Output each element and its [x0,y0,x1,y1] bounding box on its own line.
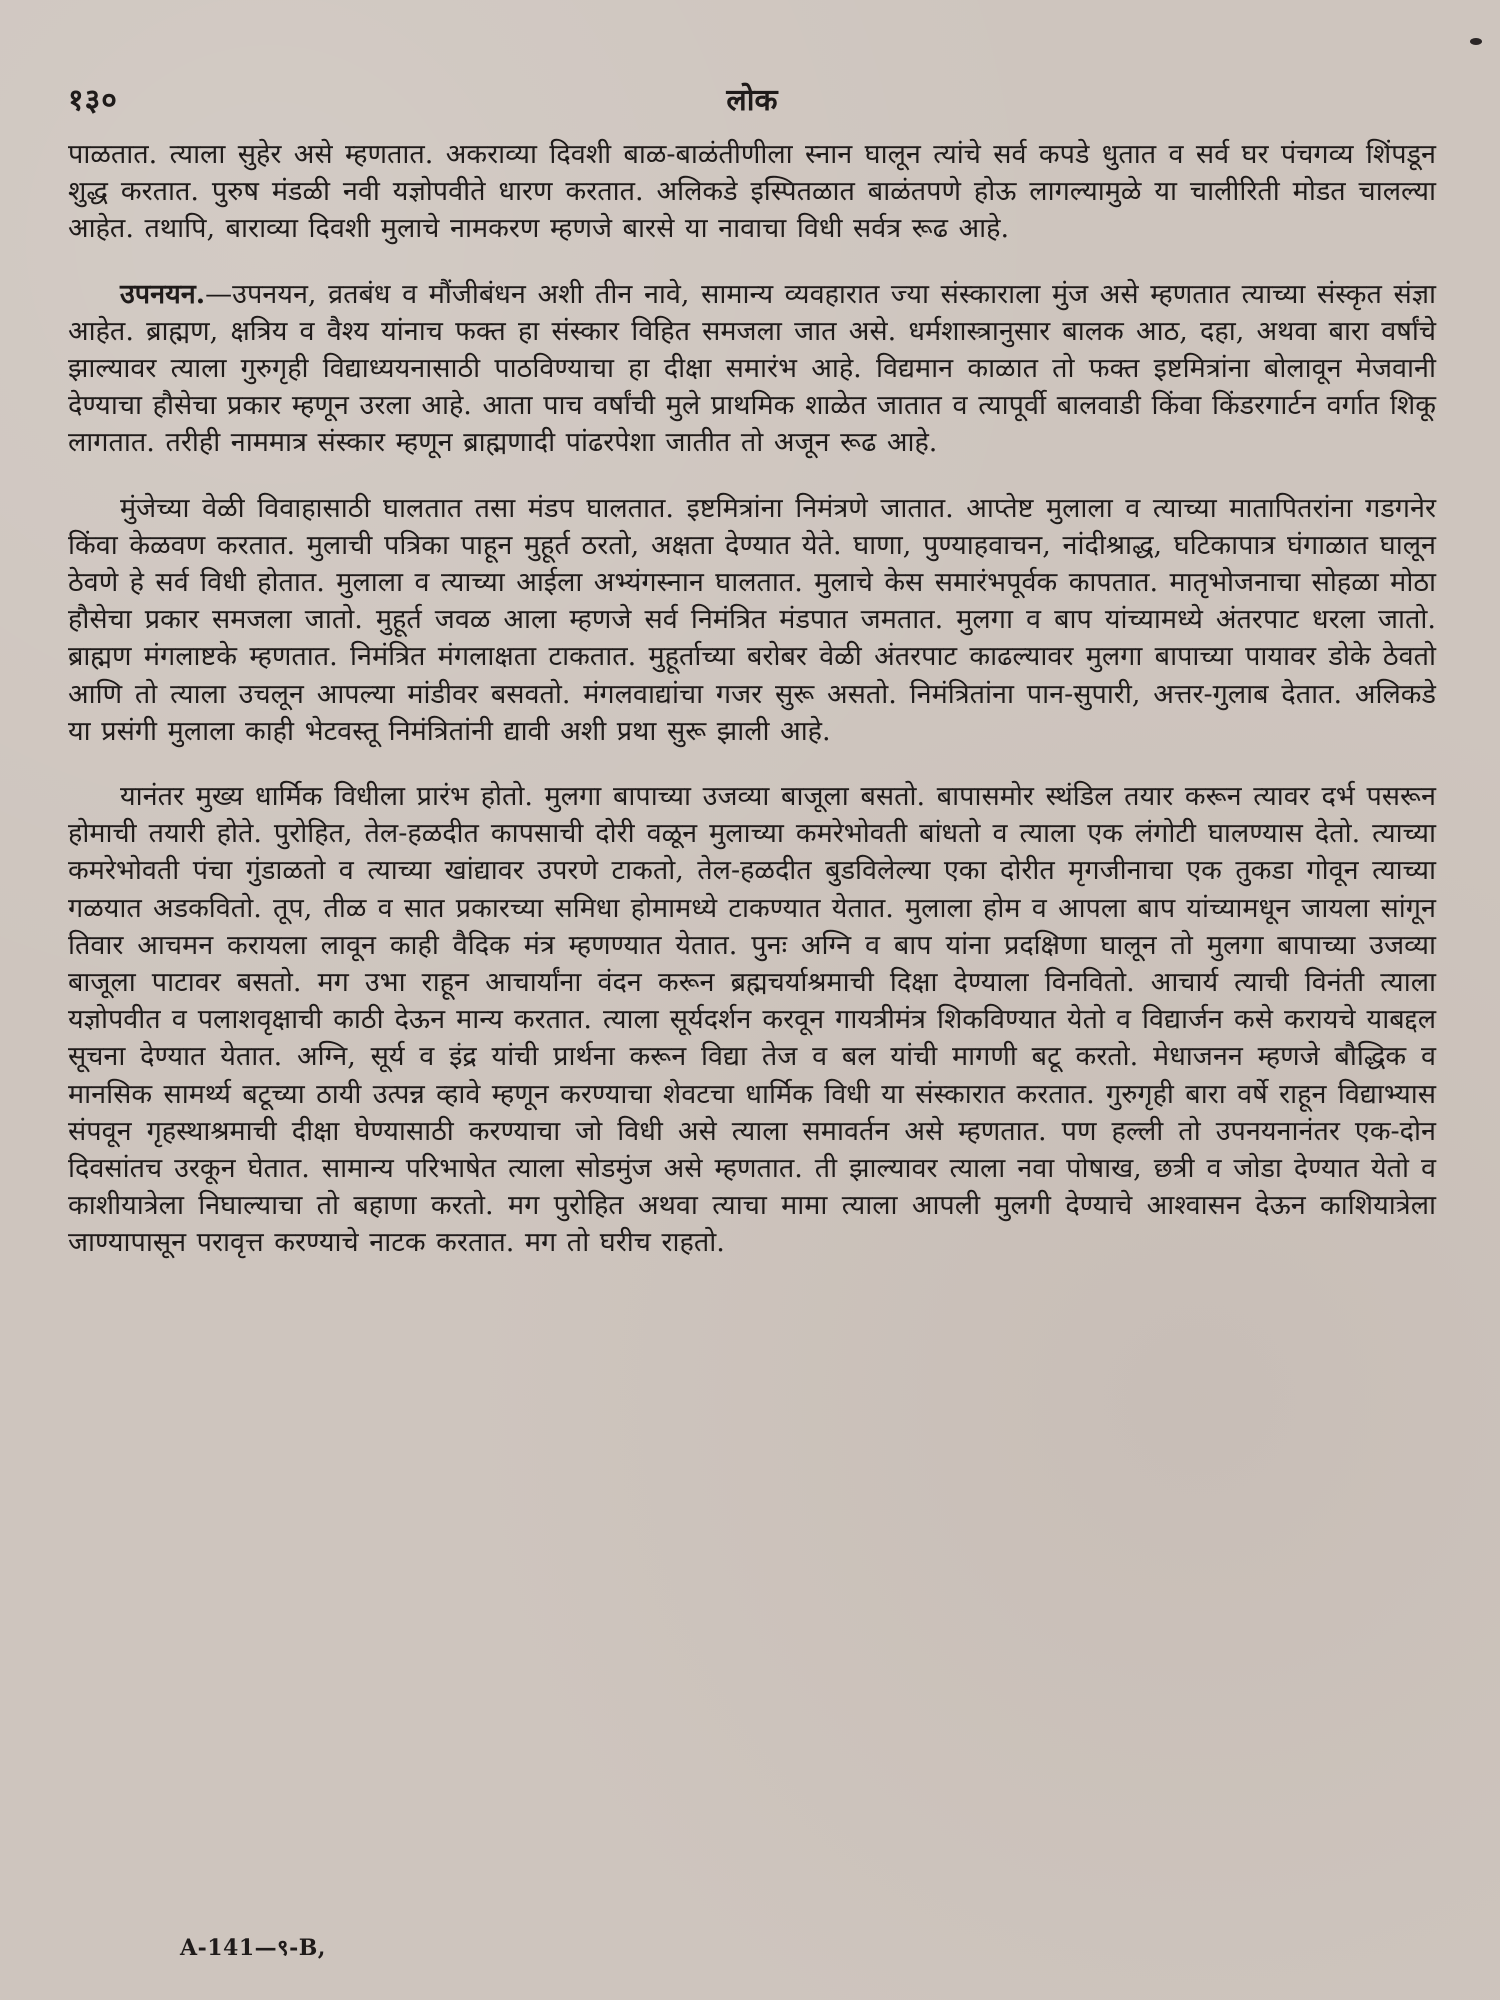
paragraph-upanayan [68,276,1436,462]
page-number: १३० [68,83,118,118]
section-term: उपनयन. [120,278,206,310]
edge-ink-mark [1470,38,1482,45]
paragraph-upanayan-text: —उपनयन, व्रतबंध व मौंजीबंधन अशी तीन नावे, सामान्य व्यवहारात ज्या संस्काराला मुंज असे म्हणतात त्याच्या संस्कृत संज्ञा आहेत. ब्राह्मण, क्षत्रिय व वैश्य यांनाच फक्त हा संस्कार विहित समजला जात असे. धर्मशास्त्रानुसार बालक आठ, दहा, अथवा बारा वर्षांचे झाल्यावर त्याला गुरुगृही विद्याध्ययनासाठी पाठविण्याचा हा दीक्षा समारंभ आहे. विद्यमान काळात तो फक्त इष्टमित्रांना बोलावून मेजवानी देण्याचा हौसेचा प्रकार म्हणून उरला आहे. आता पाच वर्षांची मुले प्राथमिक शाळेत जातात व त्यापूर्वी बालवाडी किंवा किंडरगार्टन वर्गात शिकू लागतात. तरीही नाममात्र संस्कार म्हणून ब्राह्मणादी पांढरपेशा जातीत तो अजून रूढ आहे. [68,278,1436,459]
footer-code: A-141—९-B, [180,1935,326,1961]
paragraph-1: पाळतात. त्याला सुहेर असे म्हणतात. अकराव्या दिवशी बाळ-बाळंतीणीला स्नान घालून त्यांचे सर्व कपडे धुतात व सर्व घर पंचगव्य शिंपडून शुद्ध करतात. पुरुष मंडळी नवी यज्ञोपवीते धारण करतात. अलिकडे इस्पितळात बाळंतपणे होऊ लागल्यामुळे या चालीरिती मोडत चालल्या आहेत. तथापि, बाराव्या दिवशी मुलाचे नामकरण म्हणजे बारसे या नावाचा विधी सर्वत्र रूढ आहे. [68,139,1436,245]
running-title: लोक [726,83,778,118]
page-header [68,78,1436,122]
paragraph-religious-rite: यानंतर मुख्य धार्मिक विधीला प्रारंभ होतो. मुलगा बापाच्या उजव्या बाजूला बसतो. बापासमोर स्थंडिल तयार करून त्यावर दर्भ पसरून होमाची तयारी होते. पुरोहित, तेल-हळदीत कापसाची दोरी वळून मुलाच्या कमरेभोवती बांधतो व त्याला एक लंगोटी घालण्यास देतो. त्याच्या कमरेभोवती पंचा गुंडाळतो व त्याच्या खांद्यावर उपरणे टाकतो, तेल-हळदीत बुडविलेल्या एका दोरीत मृगजीनाचा एक तुकडा गोवून त्याच्या गळयात अडकवितो. तूप, तीळ व सात प्रकारच्या समिधा होमामध्ये टाकण्यात येतात. मुलाला होम व आपला बाप यांच्यामधून जायला सांगून तिवार आचमन करायला लावून काही वैदिक मंत्र म्हणण्यात येतात. पुनः अग्नि व बाप यांना प्रदक्षिणा घालून तो मुलगा बापाच्या उजव्या बाजूला पाटावर बसतो. मग उभा राहून आचार्यांना वंदन करून ब्रह्मचर्याश्रमाची दिक्षा देण्याला विनवितो. आचार्य त्याची विनंती त्याला यज्ञोपवीत व पलाशवृक्षाची काठी देऊन मान्य करतात. त्याला सूर्यदर्शन करवून गायत्रीमंत्र शिकविण्यात येतो व विद्यार्जन कसे करायचे याबद्दल सूचना देण्यात येतात. अग्नि, सूर्य व इंद्र यांची प्रार्थना करून विद्या तेज व बल यांची मागणी बटू करतो. मेधाजनन म्हणजे बौद्धिक व मानसिक सामर्थ्य बटूच्या ठायी उत्पन्न व्हावे म्हणून करण्याचा शेवटचा धार्मिक विधी या संस्कारात करतात. गुरुगृही बारा वर्षे राहून विद्याभ्यास संपवून गृहस्थाश्रमाची दीक्षा घेण्यासाठी करण्याचा जो विधी असे त्याला समावर्तन असे म्हणतात. पण हल्ली तो उपनयनानंतर एक-दोन दिवसांतच उरकून घेतात. सामान्य परिभाषेत त्याला सोडमुंज असे म्हणतात. ती झाल्यावर त्याला नवा पोषाख, छत्री व जोडा देण्यात येतो व काशीयात्रेला निघाल्याचा तो बहाणा करतो. मग पुरोहित अथवा त्याचा मामा त्याला आपली मुलगी देण्याचे आश्वासन देऊन काशियात्रेला जाण्यापासून परावृत्त करण्याचे नाटक करतात. मग तो घरीच राहतो. [68,781,1436,1259]
paragraph-munj-ceremony: मुंजेच्या वेळी विवाहासाठी घालतात तसा मंडप घालतात. इष्टमित्रांना निमंत्रणे जातात. आप्तेष्ट मुलाला व त्याच्या मातापितरांना गडगनेर किंवा केळवण करतात. मुलाची पत्रिका पाहून मुहूर्त ठरतो, अक्षता देण्यात येते. घाणा, पुण्याहवाचन, नांदीश्राद्ध, घटिकापात्र घंगाळात घालून ठेवणे हे सर्व विधी होतात. मुलाला व त्याच्या आईला अभ्यंगस्नान घालतात. मुलाचे केस समारंभपूर्वक कापतात. मातृभोजनाचा सोहळा मोठा हौसेचा प्रकार समजला जातो. मुहूर्त जवळ आला म्हणजे सर्व निमंत्रित मंडपात जमतात. मुलगा व बाप यांच्यामध्ये अंतरपाट धरला जातो. ब्राह्मण मंगलाष्टके म्हणतात. निमंत्रित मंगलाक्षता टाकतात. मुहूर्ताच्या बरोबर वेळी अंतरपाट काढल्यावर मुलगा बापाच्या पायावर डोके ठेवतो आणि तो त्याला उचलून आपल्या मांडीवर बसवतो. मंगलवाद्यांचा गजर सुरू असतो. निमंत्रितांना पान-सुपारी, अत्तर-गुलाब देतात. अलिकडे या प्रसंगी मुलाला काही भेटवस्तू निमंत्रितांनी द्यावी अशी प्रथा सुरू झाली आहे. [68,492,1436,747]
